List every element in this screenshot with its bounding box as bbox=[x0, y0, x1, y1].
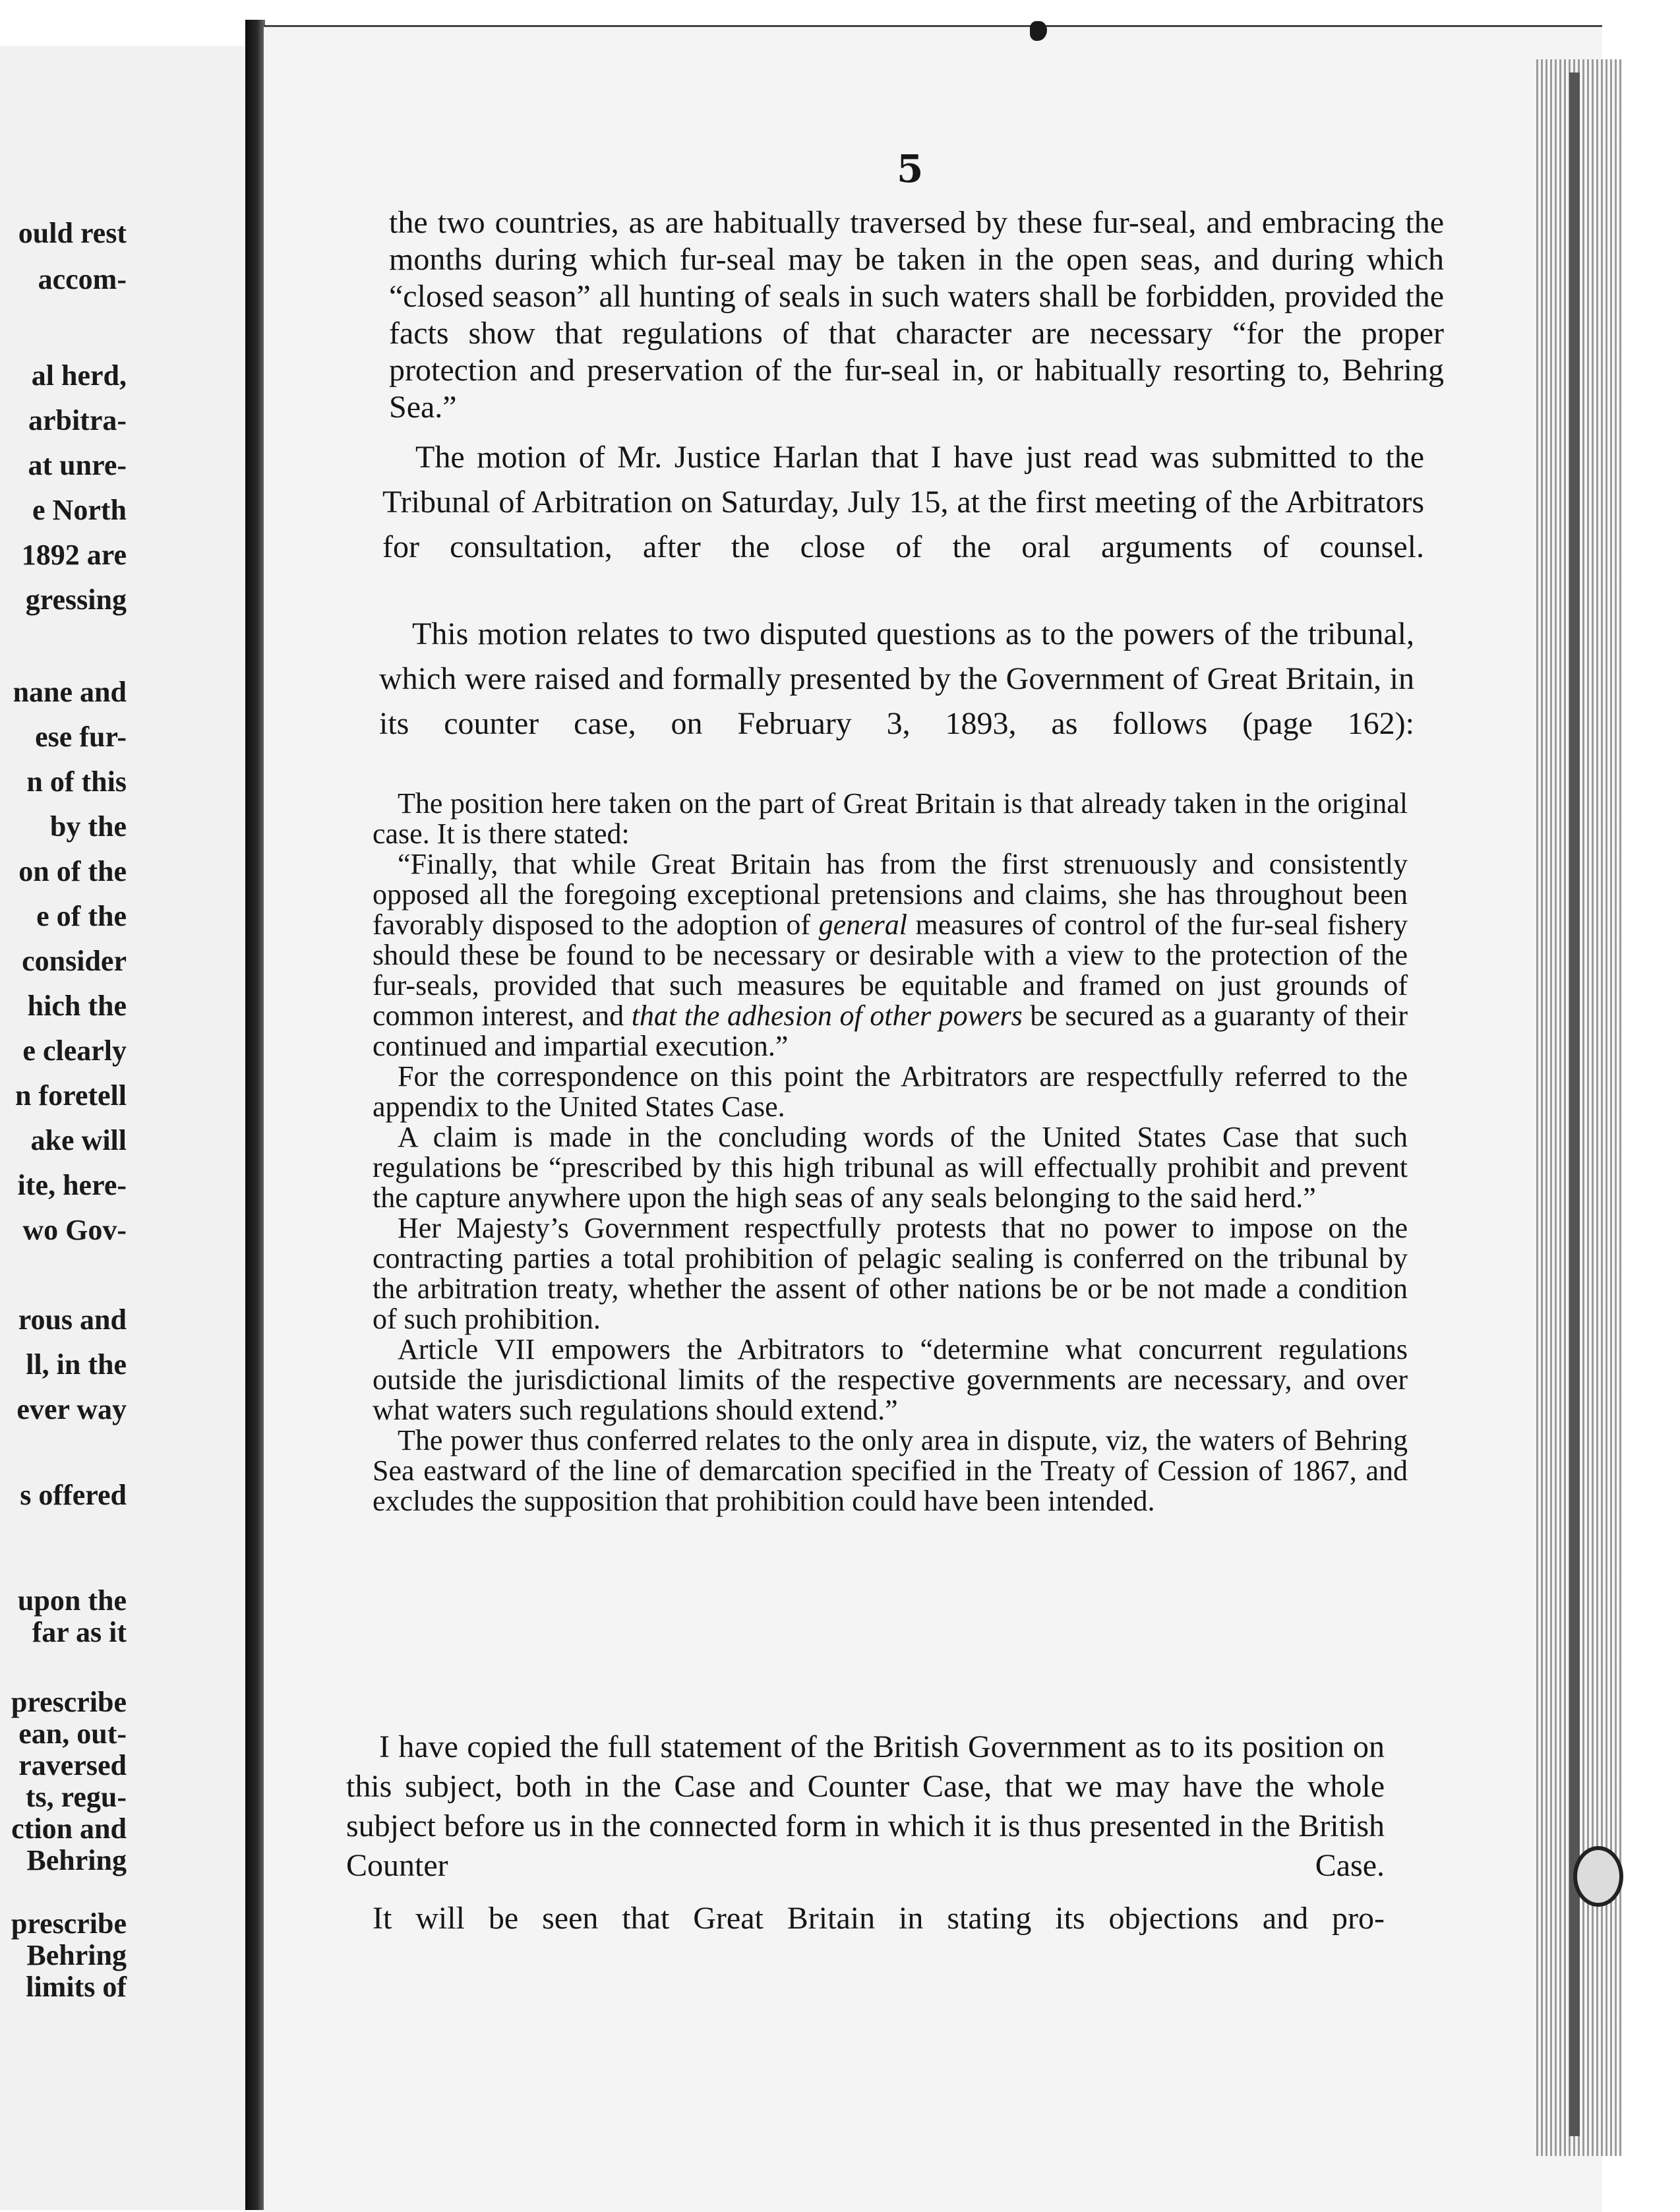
quote-text-span: be secured as a guaranty of their continued and impartial execution.” bbox=[373, 1000, 1408, 1062]
left-page-line: n of this bbox=[26, 765, 127, 798]
left-page-line: e clearly bbox=[22, 1034, 127, 1067]
quote-paragraph bbox=[373, 1334, 1408, 1425]
left-page-line: far as it bbox=[32, 1616, 127, 1648]
quote-paragraph bbox=[373, 849, 1408, 1061]
left-page-line: ese fur- bbox=[35, 721, 127, 753]
left-page-line: ean, out- bbox=[18, 1718, 127, 1750]
paragraph-harlan-motion: The motion of Mr. Justice Harlan that I have just read was submitted to the Tribunal of Arbitration on Saturday, July 15, at the first meeting of the Arbitrators for consultation, after the close of the oral arguments of counsel. bbox=[382, 440, 1424, 564]
quote-text-span: empowers the Arbitrators to “determine what concurrent regulations outside the jurisdictional limits of the respective governments are necessary, and over what waters such regulations should extend.” bbox=[373, 1333, 1408, 1426]
left-facing-page bbox=[0, 46, 245, 2210]
quote-italic-span: general bbox=[818, 909, 907, 941]
book-gutter bbox=[245, 20, 265, 2210]
left-page-line: n foretell bbox=[15, 1079, 127, 1112]
left-page-line: consider bbox=[22, 945, 127, 977]
paragraph-continuation: the two countries, as are habitually traversed by these fur-seal, and embracing the months during which fur-seal may be taken in the open seas, and during which “closed season” all hunting of seals in such waters shall be forbidden, provided the facts show that regulations of that character are necessary “for the proper protection and preservation of the fur-seal in, or habitually resorting to, Behring Sea.” bbox=[389, 205, 1444, 425]
quote-paragraph: The position here taken on the part of Great Britain is that already taken in the original case. It is there stated: bbox=[373, 787, 1408, 850]
paragraph-great-britain: It will be seen that Great Britain in stating its objections and pro- bbox=[373, 1901, 1385, 1936]
left-page-line: gressing bbox=[25, 583, 127, 616]
left-page-line: ake will bbox=[30, 1124, 127, 1156]
page-number: 5 bbox=[897, 146, 924, 191]
quote-text-span: Article bbox=[398, 1333, 479, 1365]
left-page-line: limits of bbox=[26, 1971, 127, 2003]
left-page-line: rous and bbox=[18, 1303, 127, 1336]
left-page-line: ite, here- bbox=[17, 1169, 127, 1201]
left-page-line: ould rest bbox=[18, 217, 127, 249]
article-numeral: VII bbox=[495, 1333, 535, 1365]
left-page-line: arbitra- bbox=[28, 404, 127, 436]
quote-text-span: “Finally, that while Great Britain has from the first strenuously and consistently opposed all the foregoing exceptional pretensions and claims, she has throughout been favorably disposed to the adoption of bbox=[373, 848, 1408, 941]
paper-tab bbox=[1573, 1846, 1623, 1907]
left-page-line: al herd, bbox=[31, 359, 127, 392]
left-page-line: ll, in the bbox=[26, 1348, 127, 1381]
quote-text-span: measures of control of the fur-seal fishery should these be found to be necessary or desirable with a view to the protection of the fur-seals, provided that such measures be equitable and framed on just grounds of common interest, and bbox=[373, 909, 1408, 1032]
block-quote bbox=[373, 789, 1408, 1516]
left-page-line: e of the bbox=[36, 900, 127, 932]
left-page-line: 1892 are bbox=[21, 539, 127, 571]
left-page-line: prescribe bbox=[11, 1686, 127, 1718]
quote-italic-span: that the adhesion of other powers bbox=[631, 1000, 1023, 1032]
left-page-line: s offered bbox=[20, 1479, 127, 1511]
page-edge-shadow bbox=[1569, 73, 1580, 2136]
left-page-line: e North bbox=[32, 494, 127, 526]
quote-paragraph: Her Majesty’s Government respectfully protests that no power to impose on the contracting parties a total prohibition of pelagic sealing is conferred on the tribunal by the arbitration treaty, whether the assent of other nations be or be not made a condition of such prohibition. bbox=[373, 1212, 1408, 1335]
quote-paragraph: For the correspondence on this point the Arbitrators are respectfully referred to the appendix to the United States Case. bbox=[373, 1060, 1408, 1123]
left-page-line: by the bbox=[49, 810, 127, 843]
left-page-line: Behring bbox=[26, 1844, 127, 1876]
left-page-line: nane and bbox=[13, 676, 127, 708]
left-page-line: hich the bbox=[27, 990, 127, 1022]
left-page-line: on of the bbox=[18, 855, 127, 887]
left-page-line: accom- bbox=[38, 263, 127, 295]
quote-paragraph: A claim is made in the concluding words of the United States Case that such regulations be “prescribed by this high tribunal as will effectually prohibit and prevent the capture anywhere upon the high seas of any seals belonging to the said herd.” bbox=[373, 1121, 1408, 1214]
paragraph-disputed-questions: This motion relates to two disputed questions as to the powers of the tribunal, which were raised and formally presented by the Government of Great Britain, in its counter case, on February 3, 1893, as follows (page 162): bbox=[379, 616, 1414, 741]
left-page-line: raversed bbox=[18, 1749, 127, 1781]
left-page-line: ever way bbox=[16, 1393, 127, 1425]
left-page-line: Behring bbox=[26, 1939, 127, 1971]
paragraph-copied-statement: I have copied the full statement of the British Government as to its position on this subject, both in the Case and Counter Case, that we may have the whole subject before us in the connected form in which it is thus presented in the British Counter Case. bbox=[346, 1729, 1385, 1883]
left-page-line: wo Gov- bbox=[22, 1214, 127, 1246]
left-page-line: ction and bbox=[11, 1812, 127, 1845]
left-page-line: ts, regu- bbox=[25, 1781, 127, 1813]
left-page-line: prescribe bbox=[11, 1907, 127, 1940]
left-page-line: at unre- bbox=[28, 449, 127, 481]
left-page-line: upon the bbox=[17, 1584, 127, 1617]
quote-paragraph: The power thus conferred relates to the only area in dispute, viz, the waters of Behring Sea eastward of the line of demarcation specified in the Treaty of Cession of 1867, and excludes the supposition that prohibition could have been intended. bbox=[373, 1424, 1408, 1517]
